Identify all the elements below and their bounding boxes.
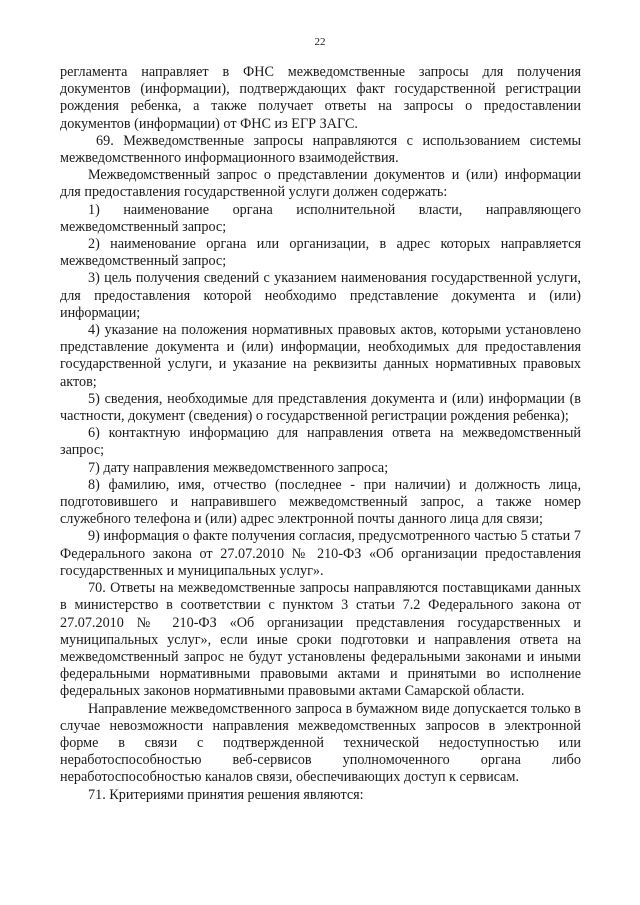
- paragraph: 69. Межведомственные запросы направляются с использованием системы межведомственного информационного взаимодействия.: [60, 132, 581, 167]
- list-item: 1) наименование органа исполнительной власти, направляющего межведомственный запрос;: [60, 201, 581, 235]
- paragraph: Межведомственный запрос о представлении документов и (или) информации для предоставления государственной услуги должен содержать:: [60, 167, 581, 201]
- paragraph: Направление межведомственного запроса в бумажном виде допускается только в случае невозможности направления межведомственных запросов в электронной форме в связи с подтвержденной технической недоступностью или неработоспособностью веб-сервисов уполномоченного органа либо неработоспособностью каналов связи, обеспечивающих доступ к сервисам.: [60, 700, 581, 786]
- document-body: [60, 64, 581, 804]
- list-item: 9) информация о факте получения согласия, предусмотренного частью 5 статьи 7 Федерального закона от 27.07.2010 № 210-ФЗ «Об организации предоставления государственных и муниципальных услуг».: [60, 528, 581, 579]
- list-item: 5) сведения, необходимые для представления документа и (или) информации (в частности, документ (сведения) о государственной регистрации рождения ребенка);: [60, 390, 581, 425]
- list-item: 8) фамилию, имя, отчество (последнее - при наличии) и должность лица, подготовившего и направившего межведомственный запрос, а также номер служебного телефона и (или) адрес электронной почты данного лица для связи;: [60, 476, 581, 528]
- paragraph: 71. Критериями принятия решения являются:: [88, 786, 364, 803]
- list-item: 7) дату направления межведомственного запроса;: [88, 459, 389, 476]
- list-item: 6) контактную информацию для направления ответа на межведомственный запрос;: [60, 425, 581, 459]
- list-item: 3) цель получения сведений с указанием наименования государственной услуги, для предоставления которой необходимо представление документа и (или) информации;: [60, 270, 581, 321]
- paragraph: регламента направляет в ФНС межведомственные запросы для получения документов (информации), подтверждающих факт государственной регистрации рождения ребенка, а также получает ответы на запросы о предоставлении документов (информации) от ФНС из ЕГР ЗАГС.: [60, 64, 581, 132]
- page-number: 22: [314, 36, 326, 48]
- list-item: 2) наименование органа или организации, в адрес которых направляется межведомственный запрос;: [60, 236, 581, 270]
- paragraph: 70. Ответы на межведомственные запросы направляются поставщиками данных в министерство в соответствии с пунктом 3 статьи 7.2 Федерального закона от 27.07.2010 № 210-ФЗ «Об организации представления государственных и муниципальных услуг», если иные сроки подготовки и направления ответа на межведомственный запрос не будут установлены федеральными законами и иными федеральными нормативными правовыми актами и принятыми во исполнение федеральных законов нормативными правовыми актами Самарской области.: [60, 580, 581, 700]
- list-item: 4) указание на положения нормативных правовых актов, которыми установлено представление документа и (или) информации, необходимых для предоставления государственной услуги, и указание на реквизиты данных нормативных правовых актов;: [60, 322, 581, 390]
